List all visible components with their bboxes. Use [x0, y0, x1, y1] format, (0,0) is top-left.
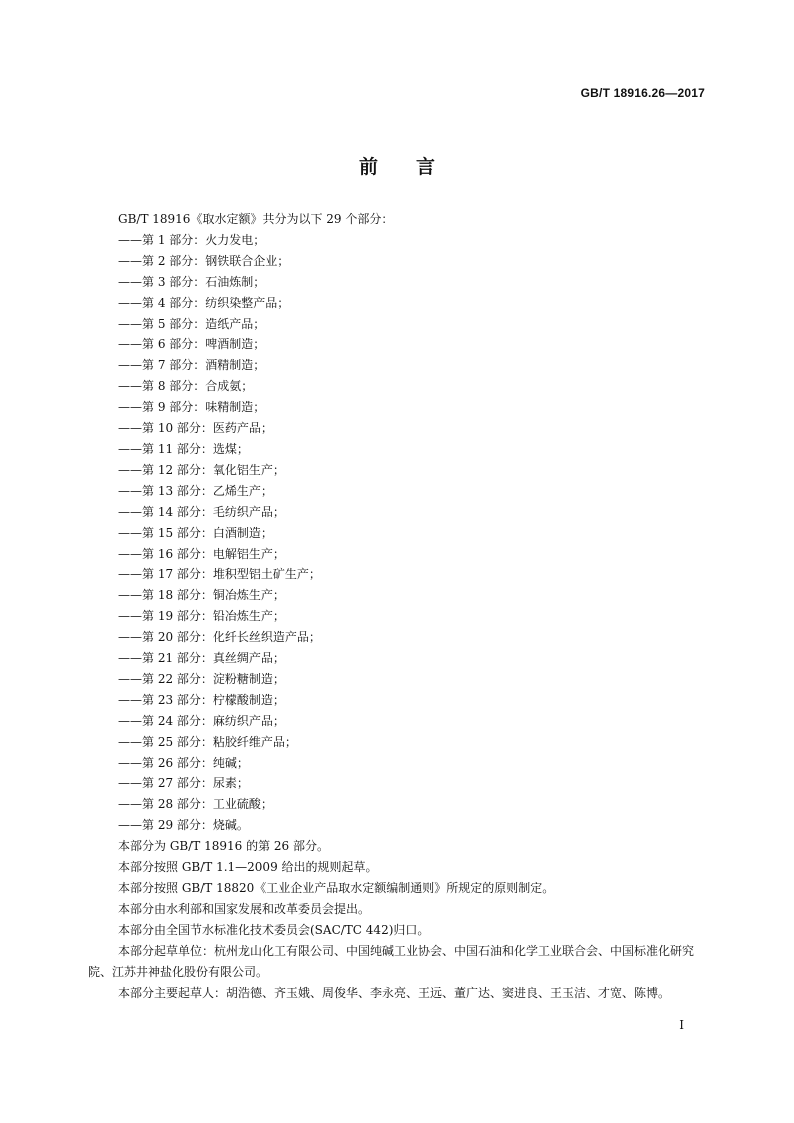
parts-list [88, 230, 713, 836]
list-item: ——第 26 部分：纯碱； [118, 755, 249, 770]
paragraph-principles: 本部分按照 GB/T 18820《工业企业产品取水定额编制通则》所规定的原则制定。 [118, 881, 555, 895]
list-item: ——第 19 部分：铅冶炼生产； [118, 609, 285, 624]
list-item: ——第 20 部分：化纤长丝织造产品； [118, 630, 321, 645]
list-item: ——第 5 部分：造纸产品； [118, 316, 266, 331]
page-number: I [679, 1018, 684, 1032]
list-item: ——第 2 部分：钢铁联合企业； [118, 253, 290, 268]
title-char-1: 前 [358, 156, 378, 178]
list-item: ——第 25 部分：粘胶纤维产品； [118, 734, 297, 749]
list-item: ——第 23 部分：柠檬酸制造； [118, 692, 285, 707]
paragraph-drafting-rules: 本部分按照 GB/T 1.1—2009 给出的规则起草。 [118, 860, 378, 875]
list-item: ——第 9 部分：味精制造； [118, 400, 266, 415]
list-item: ——第 8 部分：合成氨； [118, 379, 254, 394]
list-item: ——第 10 部分：医药产品； [118, 421, 273, 436]
paragraph-part-number: 本部分为 GB/T 18916 的第 26 部分。 [118, 839, 329, 854]
paragraph-committee: 本部分由全国节水标准化技术委员会(SAC/TC 442)归口。 [118, 922, 430, 937]
list-item: ——第 3 部分：石油炼制； [118, 274, 266, 289]
paragraph-drafting-units: 本部分起草单位：杭州龙山化工有限公司、中国纯碱工业协会、中国石油和化学工业联合会、中国标准化研究院、江苏井神盐化股份有限公司。 [88, 943, 695, 979]
list-item: ——第 4 部分：纺织染整产品； [118, 295, 290, 310]
standard-code: GB/T 18916.26—2017 [580, 86, 705, 100]
list-item: ——第 7 部分：酒精制造； [118, 358, 266, 373]
list-item: ——第 1 部分：火力发电； [118, 232, 266, 247]
list-item: ——第 14 部分：毛纺织产品； [118, 504, 285, 519]
list-item: ——第 12 部分：氧化铝生产； [118, 462, 285, 477]
list-item: ——第 22 部分：淀粉糖制造； [118, 671, 285, 686]
page-title [0, 152, 794, 179]
list-item: ——第 15 部分：白酒制造； [118, 525, 273, 540]
list-item: ——第 27 部分：尿素； [118, 776, 249, 791]
list-item: ——第 6 部分：啤酒制造； [118, 337, 266, 352]
list-item: ——第 29 部分：烧碱。 [118, 818, 249, 833]
paragraph-proposer: 本部分由水利部和国家发展和改革委员会提出。 [118, 901, 371, 916]
list-item: ——第 17 部分：堆积型铝土矿生产； [118, 567, 321, 582]
title-char-2: 言 [416, 156, 436, 178]
list-item: ——第 18 部分：铜冶炼生产； [118, 588, 285, 603]
list-item: ——第 16 部分：电解铝生产； [118, 546, 285, 561]
paragraph-drafters: 本部分主要起草人：胡浩德、齐玉娥、周俊华、李永亮、王远、董广达、窦进良、王玉洁、才宽、陈博。 [118, 985, 671, 1000]
list-item: ——第 24 部分：麻纺织产品； [118, 713, 285, 728]
document-body [88, 209, 713, 1003]
intro-paragraph: GB/T 18916《取水定额》共分为以下 29 个部分： [118, 212, 394, 226]
list-item: ——第 13 部分：乙烯生产； [118, 483, 273, 498]
list-item: ——第 21 部分：真丝绸产品； [118, 651, 285, 666]
list-item: ——第 11 部分：选煤； [118, 441, 249, 456]
list-item: ——第 28 部分：工业硫酸； [118, 797, 273, 812]
